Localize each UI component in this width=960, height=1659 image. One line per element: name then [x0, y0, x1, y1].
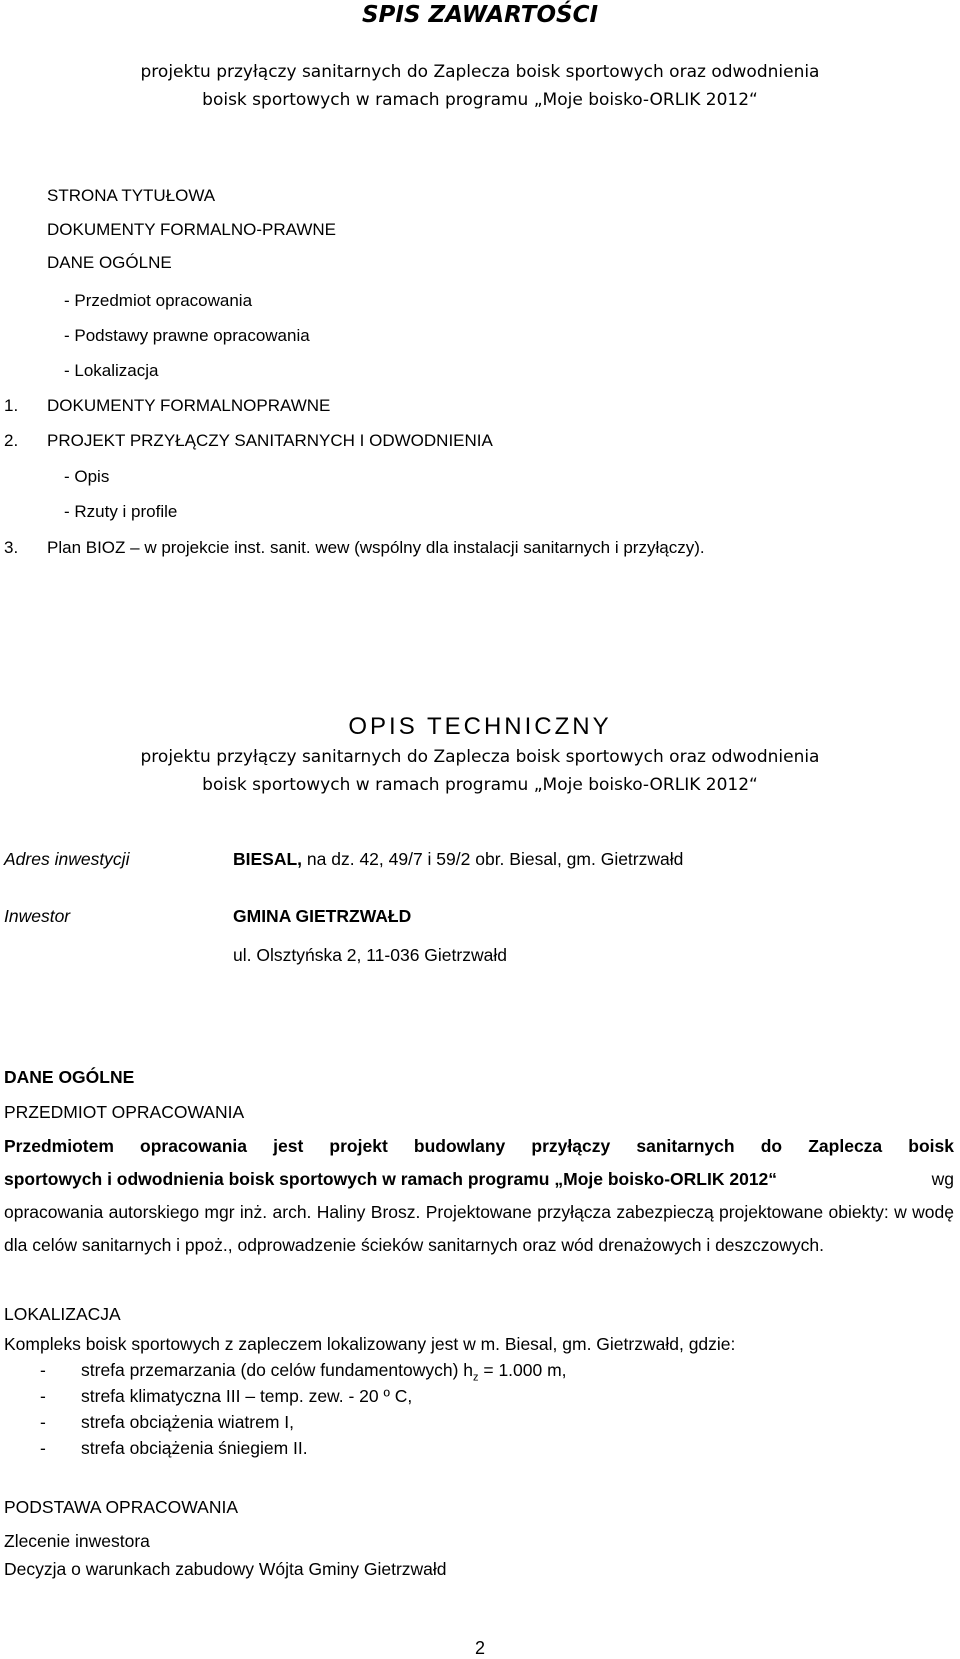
przedmiot-line2 — [4, 1163, 954, 1196]
podstawa-item-zlecenie: Zlecenie inwestora — [4, 1531, 150, 1551]
toc-sub-lokalizacja: - Lokalizacja — [64, 361, 159, 380]
opis-techniczny-heading: OPIS TECHNICZNY — [348, 713, 612, 740]
bullet-przemarzanie-end: = 1.000 m, — [478, 1360, 567, 1380]
bullet-dash: - — [40, 1360, 46, 1380]
bullet-klimatyczna: strefa klimatyczna III – temp. zew. - 20 º C, — [81, 1386, 413, 1406]
toc-sub-przedmiot: - Przedmiot opracowania — [64, 291, 253, 310]
address-value — [233, 849, 683, 870]
address-label: Adres inwestycji — [4, 849, 130, 869]
opis-subtitle-line2: boisk sportowych w ramach programu „Moje boisko-ORLIK 2012“ — [202, 775, 758, 795]
toc-number-2: 2. — [4, 431, 19, 450]
lokalizacja-heading: LOKALIZACJA — [4, 1304, 121, 1324]
bullet-przemarzanie — [81, 1360, 567, 1384]
dane-ogolne-heading: DANE OGÓLNE — [4, 1067, 135, 1087]
investor-name: GMINA GIETRZWAŁD — [233, 906, 412, 926]
lokalizacja-intro: Kompleks boisk sportowych z zapleczem lokalizowany jest w m. Biesal, gm. Gietrzwałd, gdzie: — [4, 1334, 736, 1354]
bullet-snieg: strefa obciążenia śniegiem II. — [81, 1438, 308, 1458]
przedmiot-heading: PRZEDMIOT OPRACOWANIA — [4, 1102, 245, 1122]
page-number: 2 — [474, 1638, 485, 1658]
bullet-dash: - — [40, 1438, 46, 1458]
toc-title: SPIS ZAWARTOŚCI — [361, 2, 599, 28]
toc-subtitle-line2: boisk sportowych w ramach programu „Moje boisko-ORLIK 2012“ — [202, 90, 758, 110]
bullet-dash: - — [40, 1412, 46, 1432]
przedmiot-paragraph — [4, 1130, 954, 1262]
toc-sub-opis: - Opis — [64, 467, 110, 486]
toc-subtitle-line1: projektu przyłączy sanitarnych do Zaplecza boisk sportowych oraz odwodnienia — [140, 62, 820, 82]
opis-subtitle-line1: projektu przyłączy sanitarnych do Zaplecza boisk sportowych oraz odwodnienia — [140, 747, 820, 767]
toc-item-dokumenty-formalno-prawne: DOKUMENTY FORMALNO-PRAWNE — [47, 220, 337, 239]
przedmiot-bold-line2: sportowych i odwodnienia boisk sportowych w ramach programu „Moje boisko-ORLIK 2012“ — [4, 1169, 778, 1189]
investor-address: ul. Olsztyńska 2, 11-036 Gietrzwałd — [233, 945, 507, 965]
toc-item-projekt: PROJEKT PRZYŁĄCZY SANITARNYCH I ODWODNIENIA — [47, 431, 493, 450]
przedmiot-rest: opracowania autorskiego mgr inż. arch. Haliny Brosz. Projektowane przyłącza zabezpieczą projektowane obiekty: w wodę dla celów sanitarnych i ppoż., odprowadzenie ścieków sanitarnych oraz wód drenażowych i deszczowych. — [4, 1202, 954, 1255]
bullet-dash: - — [40, 1386, 46, 1406]
address-details: na dz. 42, 49/7 i 59/2 obr. Biesal, gm. Gietrzwałd — [302, 849, 684, 869]
podstawa-item-decyzja: Decyzja o warunkach zabudowy Wójta Gminy Gietrzwałd — [4, 1559, 447, 1579]
investor-label: Inwestor — [4, 906, 71, 926]
bullet-wiatr: strefa obciążenia wiatrem I, — [81, 1412, 295, 1432]
address-town: BIESAL, — [233, 849, 303, 869]
toc-sub-rzuty: - Rzuty i profile — [64, 502, 178, 521]
podstawa-heading: PODSTAWA OPRACOWANIA — [4, 1497, 239, 1517]
przedmiot-bold-line1: Przedmiotem opracowania jest projekt budowlany przyłączy sanitarnych do Zaplecza boisk — [4, 1136, 954, 1156]
toc-number-1: 1. — [4, 396, 19, 415]
toc-item-strona-tytulowa: STRONA TYTUŁOWA — [47, 186, 216, 205]
bullet-przemarzanie-text: strefa przemarzania (do celów fundamentowych) h — [81, 1360, 473, 1380]
toc-number-3: 3. — [4, 538, 19, 557]
toc-sub-podstawy: - Podstawy prawne opracowania — [64, 326, 310, 345]
toc-item-dokumenty-formalnoprawne: DOKUMENTY FORMALNOPRAWNE — [47, 396, 331, 415]
toc-item-plan-bioz: Plan BIOZ – w projekcie inst. sanit. wew (wspólny dla instalacji sanitarnych i przyłączy). — [47, 538, 705, 557]
przedmiot-wg: wg — [931, 1169, 954, 1189]
bullet-subscript: z — [473, 1371, 479, 1384]
toc-item-dane-ogolne: DANE OGÓLNE — [47, 253, 172, 272]
